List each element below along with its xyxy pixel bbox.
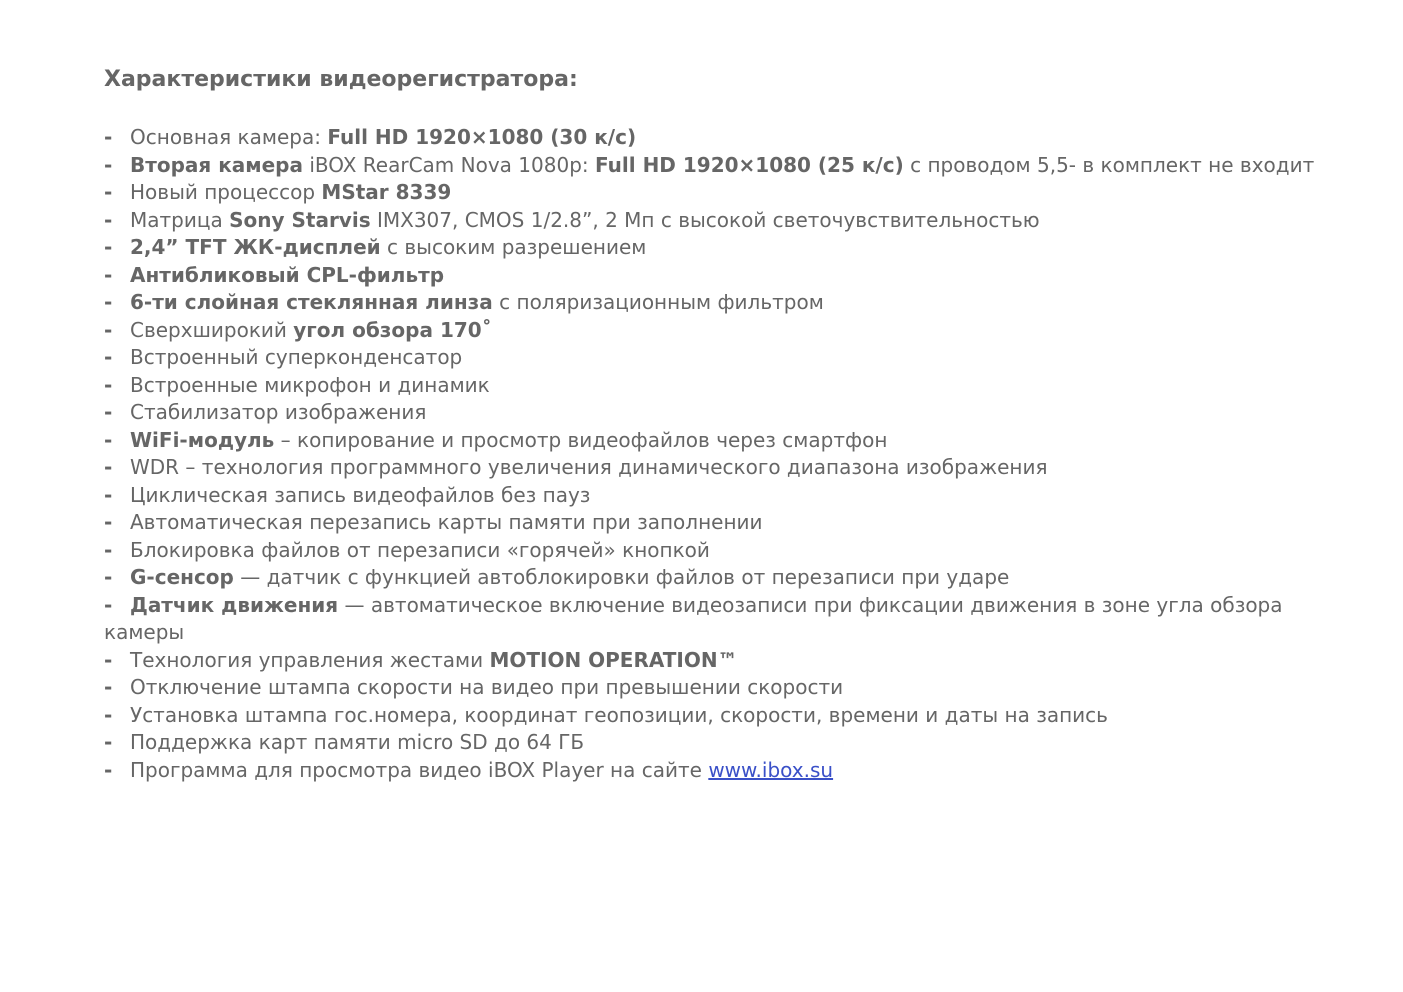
spec-text: Встроенный суперконденсатор [130, 345, 463, 369]
spec-item [104, 564, 1344, 592]
spec-item [104, 647, 1344, 675]
spec-text: IMX307, CMOS 1/2.8”, 2 Мп с высокой светочувствительностью [370, 207, 1040, 232]
spec-item [104, 399, 1344, 427]
list-dash: - [104, 455, 113, 479]
list-dash: - [104, 427, 113, 452]
list-dash: - [104, 152, 113, 177]
spec-text: iBOX RearCam Nova 1080p: [303, 152, 595, 177]
list-dash: - [104, 345, 113, 369]
spec-text-bold: Full HD 1920×1080 (30 к/с) [327, 125, 637, 149]
spec-text: Отключение штампа скорости на видео при превышении скорости [130, 675, 844, 699]
spec-text: WDR – технология программного увеличения динамического диапазона изображения [130, 455, 1048, 479]
spec-item [104, 344, 1344, 372]
spec-item [104, 262, 1344, 290]
page-title: Характеристики видеорегистратора: [104, 67, 578, 92]
spec-text-bold: MOTION OPERATION™ [489, 647, 738, 672]
list-dash: - [104, 125, 113, 149]
list-dash: - [104, 262, 113, 287]
list-dash: - [104, 235, 113, 259]
spec-text-bold: Full HD 1920×1080 (25 к/с) [594, 152, 904, 177]
list-dash: - [104, 757, 113, 782]
spec-list [104, 124, 1344, 784]
spec-text: Поддержка карт памяти micro SD до 64 ГБ [130, 730, 585, 754]
spec-item [104, 152, 1344, 180]
spec-text: Технология управления жестами [130, 647, 490, 672]
spec-text-bold: WiFi-модуль [130, 427, 275, 452]
spec-item [104, 729, 1344, 757]
spec-item [104, 509, 1344, 537]
spec-text: Автоматическая перезапись карты памяти при заполнении [130, 510, 763, 534]
list-dash: - [104, 372, 113, 397]
spec-text-bold: Датчик движения [130, 592, 339, 617]
website-link[interactable]: www.ibox.su [708, 757, 834, 782]
spec-item [104, 207, 1344, 235]
spec-text: Программа для просмотра видео iBOX Player на сайте [130, 757, 709, 782]
spec-text-bold: G-сенсор [130, 565, 234, 589]
spec-text: Основная камера: [130, 125, 328, 149]
spec-item [104, 592, 1344, 647]
spec-item [104, 537, 1344, 565]
spec-text-bold: 2,4” TFT ЖК-дисплей [130, 235, 381, 259]
spec-text: с проводом 5,5- в комплект не входит [903, 152, 1315, 177]
spec-text-bold: Sony Starvis [229, 207, 371, 232]
spec-text: — автоматическое включение видеозаписи при фиксации движения в зоне угла обзора камеры [104, 592, 1283, 644]
list-dash: - [104, 180, 113, 204]
spec-text-bold: Вторая камера [130, 152, 303, 177]
spec-text: Встроенные микрофон и динамик [130, 372, 490, 397]
spec-text: Сверхширокий [130, 317, 294, 342]
spec-text-bold: угол обзора 170˚ [293, 317, 492, 342]
document-body [104, 64, 1344, 784]
spec-text: Циклическая запись видеофайлов без пауз [130, 482, 591, 507]
spec-item [104, 372, 1344, 400]
list-dash: - [104, 675, 113, 699]
spec-item [104, 317, 1344, 345]
spec-item [104, 674, 1344, 702]
spec-text-bold: MStar 8339 [321, 180, 452, 204]
spec-item [104, 179, 1344, 207]
spec-item [104, 482, 1344, 510]
spec-item [104, 234, 1344, 262]
spec-text: Новый процессор [130, 180, 322, 204]
list-dash: - [104, 510, 113, 534]
spec-item [104, 454, 1344, 482]
spec-text: – копирование и просмотр видеофайлов через смартфон [274, 427, 888, 452]
list-dash: - [104, 482, 113, 507]
list-dash: - [104, 702, 113, 727]
list-dash: - [104, 647, 113, 672]
spec-item [104, 289, 1344, 317]
list-dash: - [104, 730, 113, 754]
list-dash: - [104, 400, 113, 424]
list-dash: - [104, 317, 113, 342]
spec-text: Матрица [130, 207, 230, 232]
list-dash: - [104, 537, 113, 562]
list-dash: - [104, 290, 113, 314]
list-dash: - [104, 207, 113, 232]
spec-text: с поляризационным фильтром [492, 290, 824, 314]
spec-text: с высоким разрешением [380, 235, 647, 259]
list-dash: - [104, 592, 113, 617]
spec-text-bold: 6-ти слойная стеклянная линза [130, 290, 493, 314]
spec-item [104, 702, 1344, 730]
spec-item [104, 427, 1344, 455]
spec-text: Установка штампа гос.номера, координат геопозиции, скорости, времени и даты на запись [130, 702, 1108, 727]
spec-item [104, 124, 1344, 152]
list-dash: - [104, 565, 113, 589]
spec-text: Стабилизатор изображения [130, 400, 427, 424]
spec-text: Блокировка файлов от перезаписи «горячей» кнопкой [130, 537, 710, 562]
spec-text: — датчик с функцией автоблокировки файлов от перезаписи при ударе [233, 565, 1010, 589]
spec-item [104, 757, 1344, 785]
spec-text-bold: Антибликовый CPL-фильтр [130, 262, 445, 287]
